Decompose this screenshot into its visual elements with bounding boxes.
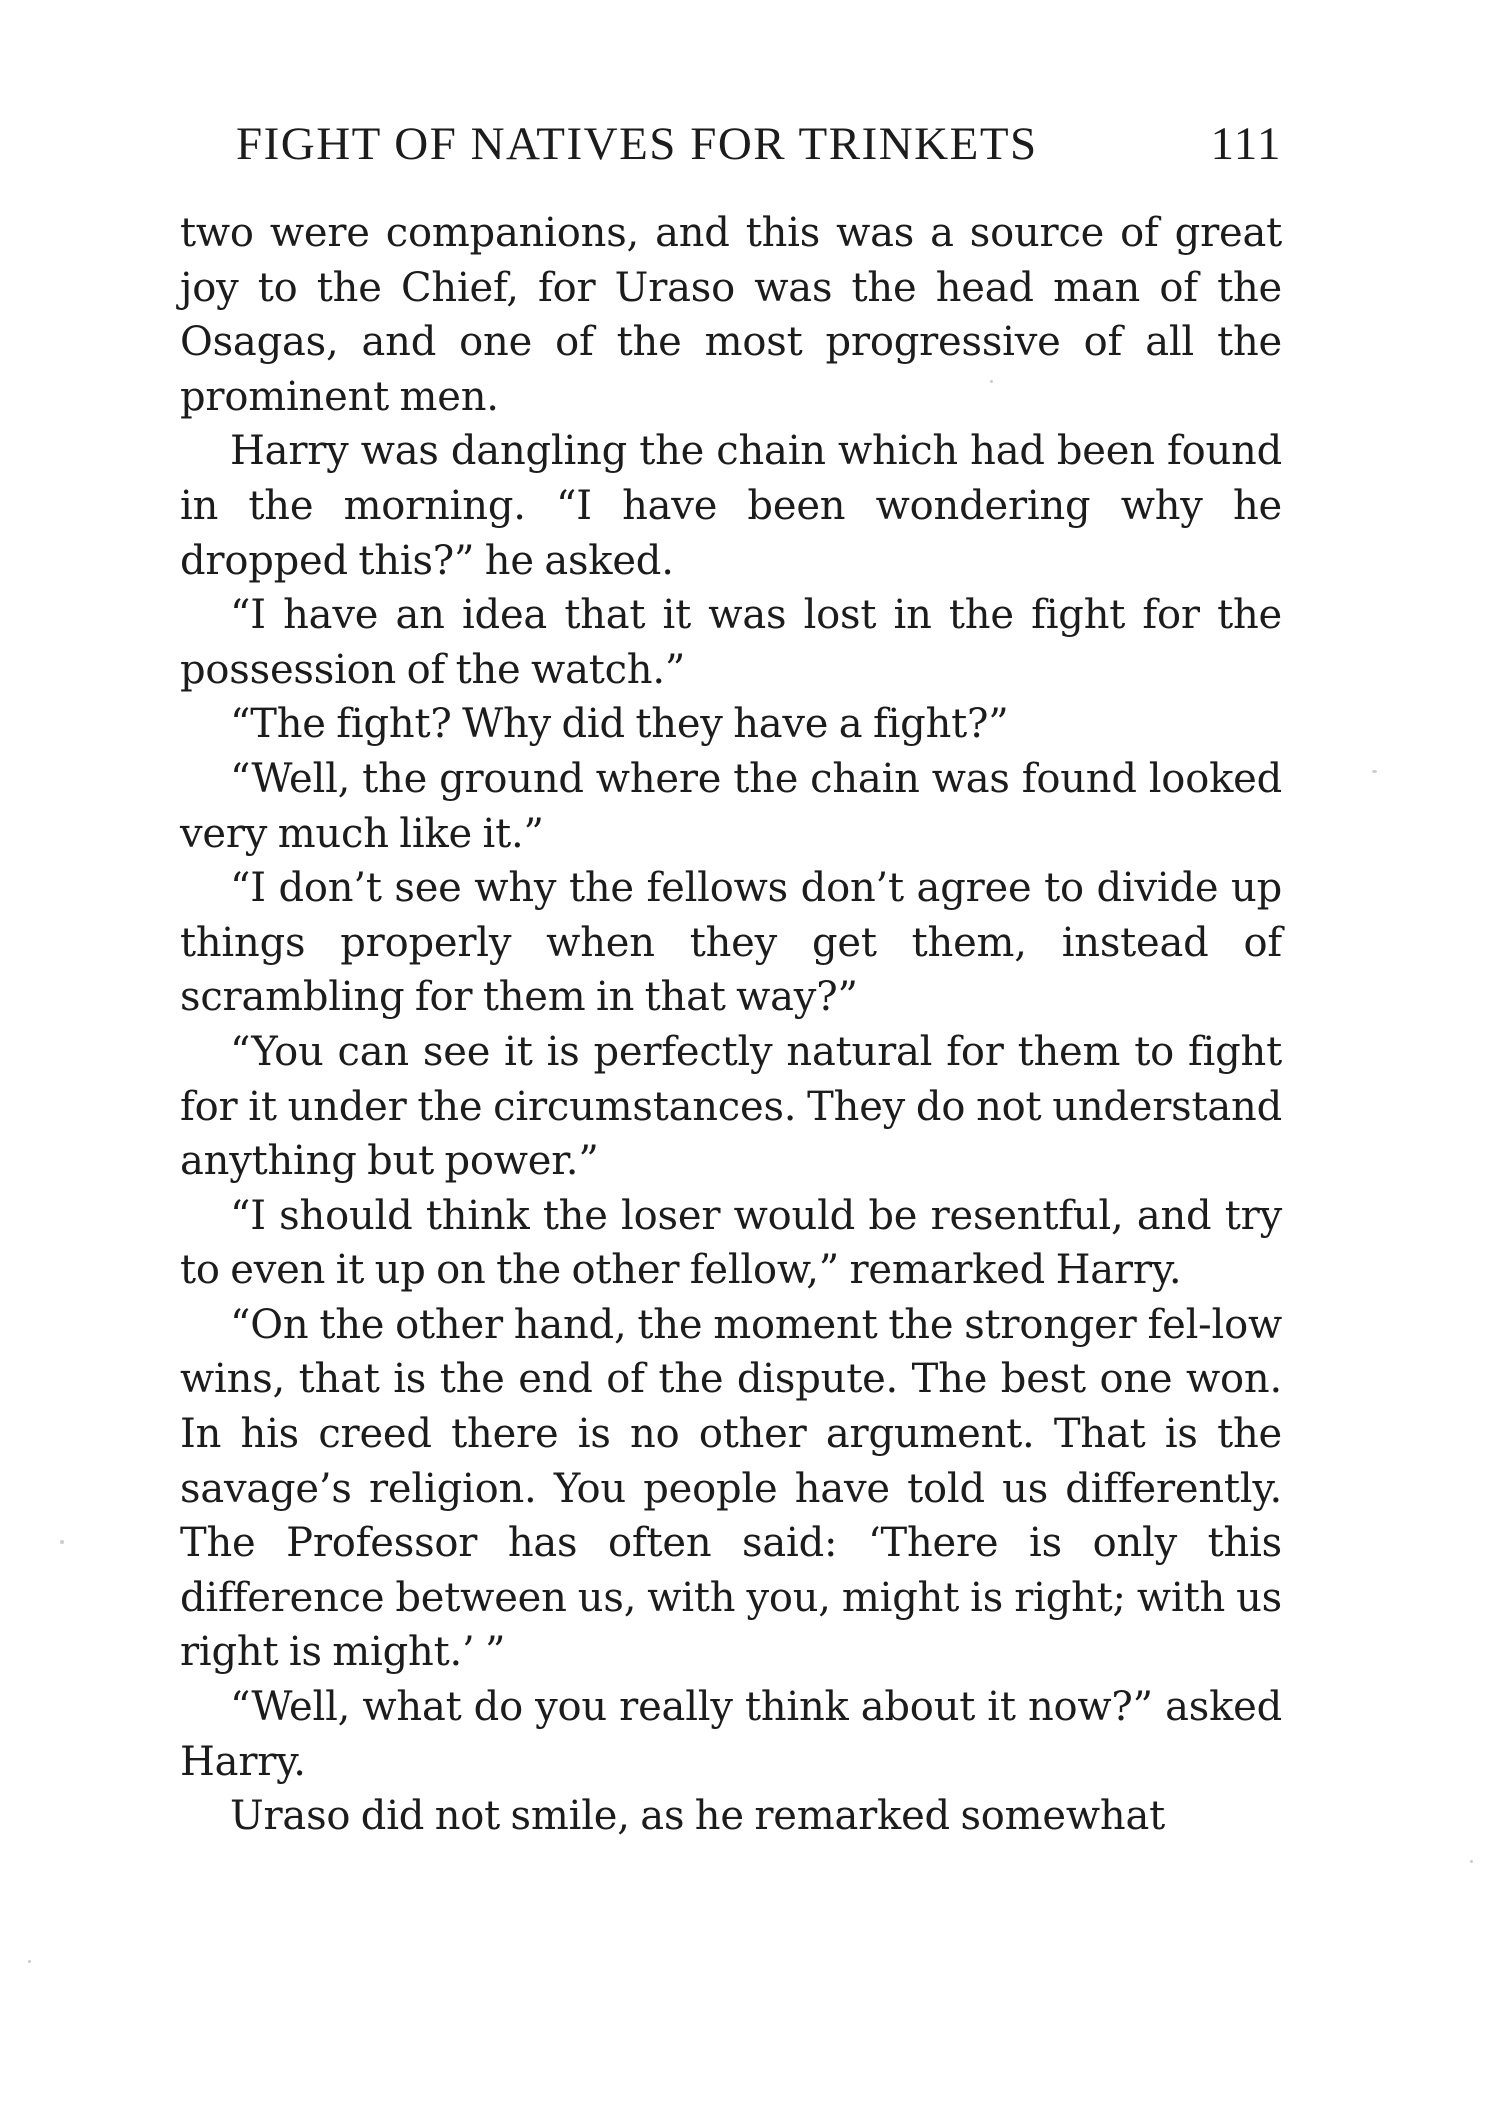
scan-speckle [1470,1860,1473,1863]
scan-speckle [28,1960,31,1963]
paragraph-6: “I don’t see why the fellows don’t agree to divide up things properly when they get them, instead of scrambling for them in that way?” [180,865,1282,1021]
paragraph-11: Uraso did not smile, as he remarked somewhat [230,1793,1165,1840]
paragraph-7: “You can see it is perfectly natural for them to fight for it under the circumstances. They do not understand anything but power.” [180,1028,1282,1185]
paragraph-3: “I have an idea that it was lost in the fight for the possession of the watch.” [180,592,1282,693]
body-text [180,206,1282,1844]
paragraph-1: two were companions, and this was a source of great joy to the Chief, for Uraso was the head man of the Osagas, and one of the most progressive of all the prominent men. [180,210,1282,420]
paragraph-4: “The fight? Why did they have a fight?” [230,701,1009,748]
scan-speckle [990,380,993,383]
paragraph-8: “I should think the loser would be resentful, and try to even it up on the other fellow,” remarked Harry. [180,1192,1282,1294]
paragraph-2: Harry was dangling the chain which had been found in the morning. “I have been wondering why he dropped this?” he asked. [180,428,1282,584]
paragraph-5: “Well, the ground where the chain was found looked very much like it.” [180,755,1282,857]
running-title: FIGHT OF NATIVES FOR TRINKETS [236,118,1038,170]
page-number: 111 [1210,118,1282,170]
paragraph-9: “On the other hand, the moment the stronger fel-low wins, that is the end of the dispute. The best one won. In his creed there is no other argument. That is the savage’s religion. You people have told us differently. The Professor has often said: ‘There is only this difference between us, with you, might is right; with us right is might.’ ” [180,1301,1282,1676]
running-header [232,112,1282,176]
paragraph-10: “Well, what do you really think about it now?” asked Harry. [180,1684,1282,1785]
scan-speckle [1372,770,1377,773]
scan-speckle [60,1540,64,1544]
